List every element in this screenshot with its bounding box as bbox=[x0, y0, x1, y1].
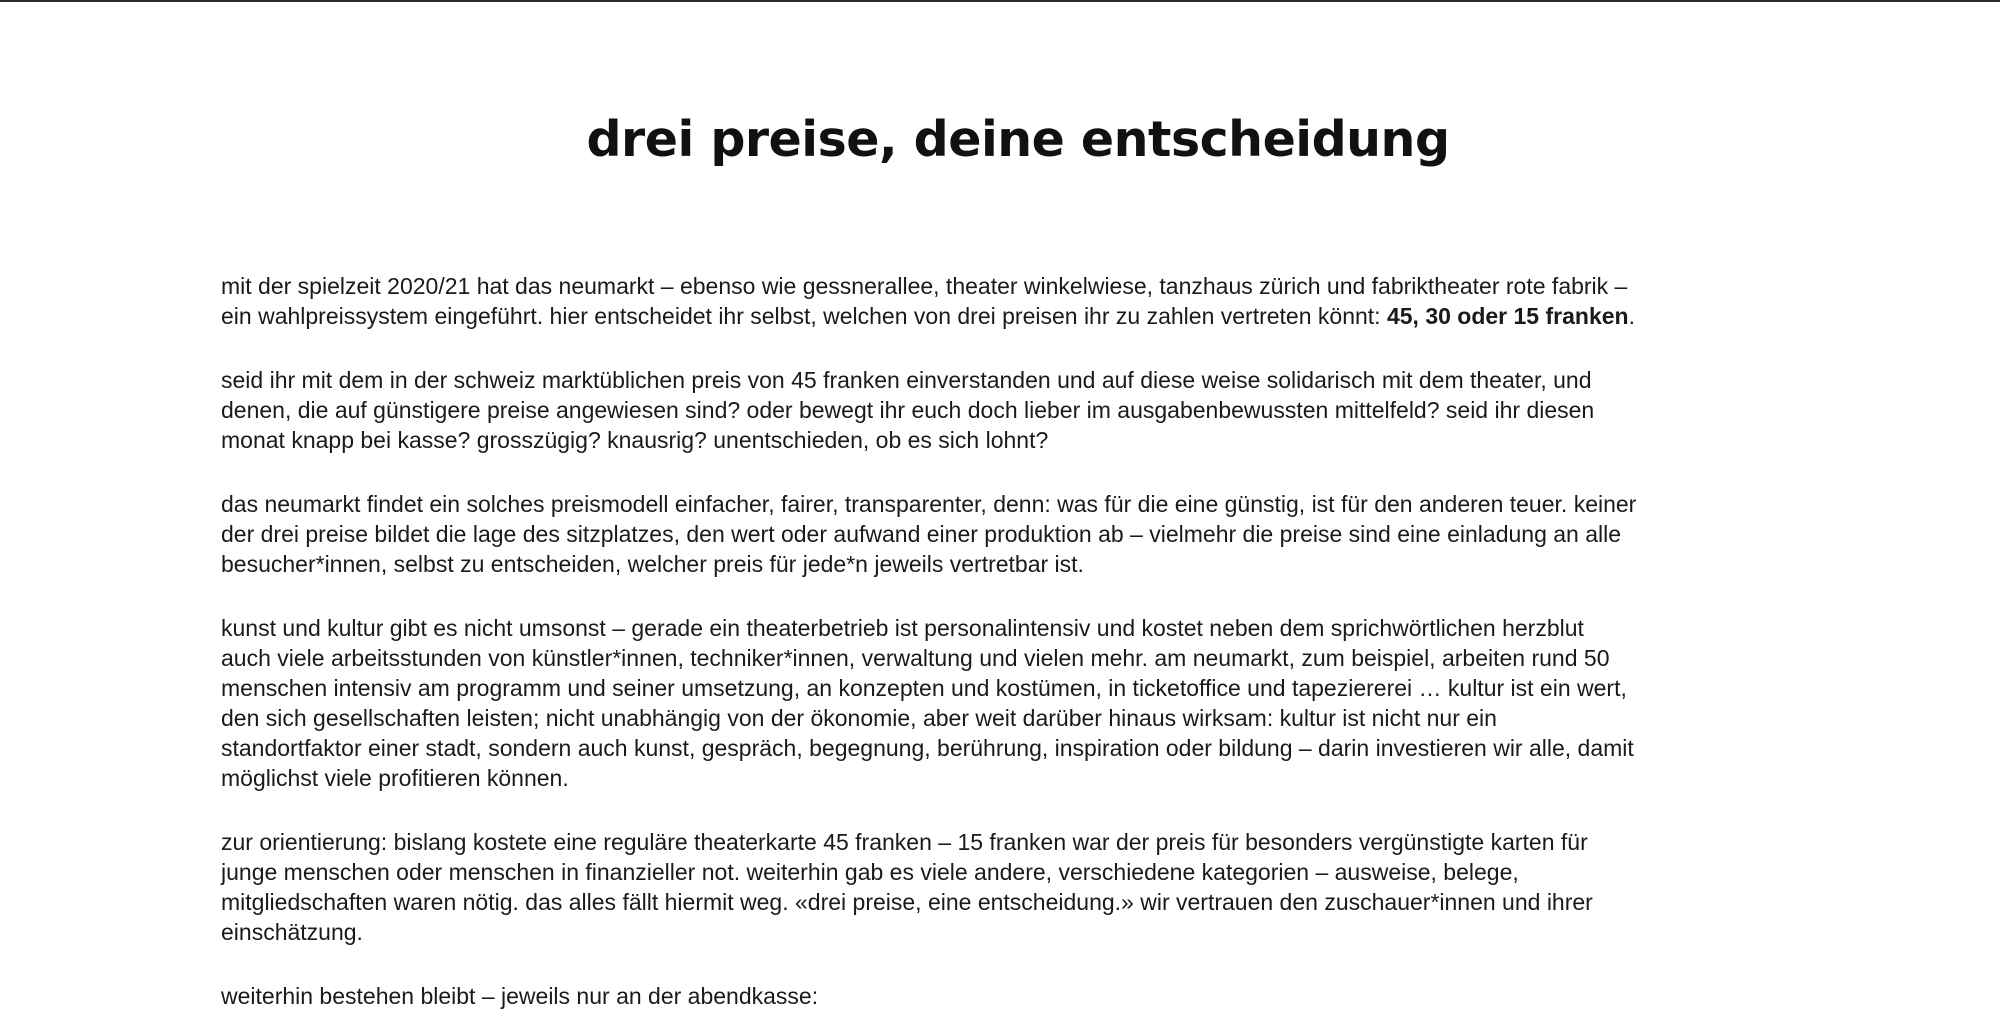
text-line: menschen intensiv am programm und seiner umsetzung, an konzepten und kostümen, in ticketoffice und tapeziererei … kultur ist ein wert, bbox=[221, 675, 1627, 701]
text-line: ein wahlpreissystem eingeführt. hier entscheidet ihr selbst, welchen von drei preisen ihr zu zahlen vertreten könnt: bbox=[221, 303, 1387, 329]
text-line: der drei preise bildet die lage des sitzplatzes, den wert oder aufwand einer produktion ab – vielmehr die preise sind eine einladung an alle bbox=[221, 521, 1622, 547]
text-line: kunst und kultur gibt es nicht umsonst – gerade ein theaterbetrieb ist personalintensiv und kostet neben dem sprichwörtlichen herzblut bbox=[221, 615, 1584, 641]
top-border-line bbox=[0, 0, 2000, 2]
paragraph-questions bbox=[221, 365, 1861, 455]
text-line: denen, die auf günstigere preise angewiesen sind? oder bewegt ihr euch doch lieber im ausgabenbewussten mittelfeld? seid ihr diesen bbox=[221, 397, 1595, 423]
text-line: standortfaktor einer stadt, sondern auch kunst, gespräch, begegnung, berührung, inspiration oder bildung – darin investieren wir alle, damit bbox=[221, 735, 1634, 761]
text-line: junge menschen oder menschen in finanzieller not. weiterhin gab es viele andere, verschiedene kategorien – ausweise, belege, bbox=[221, 859, 1519, 885]
paragraph-orientation bbox=[221, 827, 1861, 947]
text-line: einschätzung. bbox=[221, 919, 363, 945]
text-line: besucher*innen, selbst zu entscheiden, welcher preis für jede*n jeweils vertretbar ist. bbox=[221, 551, 1084, 577]
text-line: . bbox=[1628, 303, 1635, 329]
paragraph-intro bbox=[221, 271, 1861, 331]
text-line: möglichst viele profitieren können. bbox=[221, 765, 569, 791]
text-line: auch viele arbeitsstunden von künstler*innen, techniker*innen, verwaltung und vielen mehr. am neumarkt, zum beispiel, arbeiten rund 50 bbox=[221, 645, 1610, 671]
text-line: das neumarkt findet ein solches preismodell einfacher, fairer, transparenter, denn: was für die eine günstig, ist für den anderen teuer. keiner bbox=[221, 491, 1637, 517]
text-line: seid ihr mit dem in der schweiz marktüblichen preis von 45 franken einverstanden und auf diese weise solidarisch mit dem theater, und bbox=[221, 367, 1592, 393]
paragraph-box-office bbox=[221, 981, 1861, 1011]
page-title: drei preise, deine entscheidung bbox=[586, 111, 1450, 168]
article-body bbox=[221, 271, 1861, 1011]
text-line: mit der spielzeit 2020/21 hat das neumarkt – ebenso wie gessnerallee, theater winkelwiese, tanzhaus zürich und fabriktheater rote fabrik – bbox=[221, 273, 1628, 299]
text-line: mitgliedschaften waren nötig. das alles fällt hiermit weg. «drei preise, eine entscheidung.» wir vertrauen den zuschauer*innen und ihrer bbox=[221, 889, 1593, 915]
price-options: 45, 30 oder 15 franken bbox=[1386, 303, 1629, 329]
text-line: den sich gesellschaften leisten; nicht unabhängig von der ökonomie, aber weit darüber hinaus wirksam: kultur ist nicht nur ein bbox=[221, 705, 1497, 731]
paragraph-culture-value bbox=[221, 613, 1861, 793]
text-line: zur orientierung: bislang kostete eine reguläre theaterkarte 45 franken – 15 franken war der preis für besonders vergünstigte karten für bbox=[221, 829, 1588, 855]
text-line: monat knapp bei kasse? grosszügig? knausrig? unentschieden, ob es sich lohnt? bbox=[221, 427, 1049, 453]
paragraph-price-model bbox=[221, 489, 1861, 579]
text-line: weiterhin bestehen bleibt – jeweils nur an der abendkasse: bbox=[221, 983, 819, 1009]
